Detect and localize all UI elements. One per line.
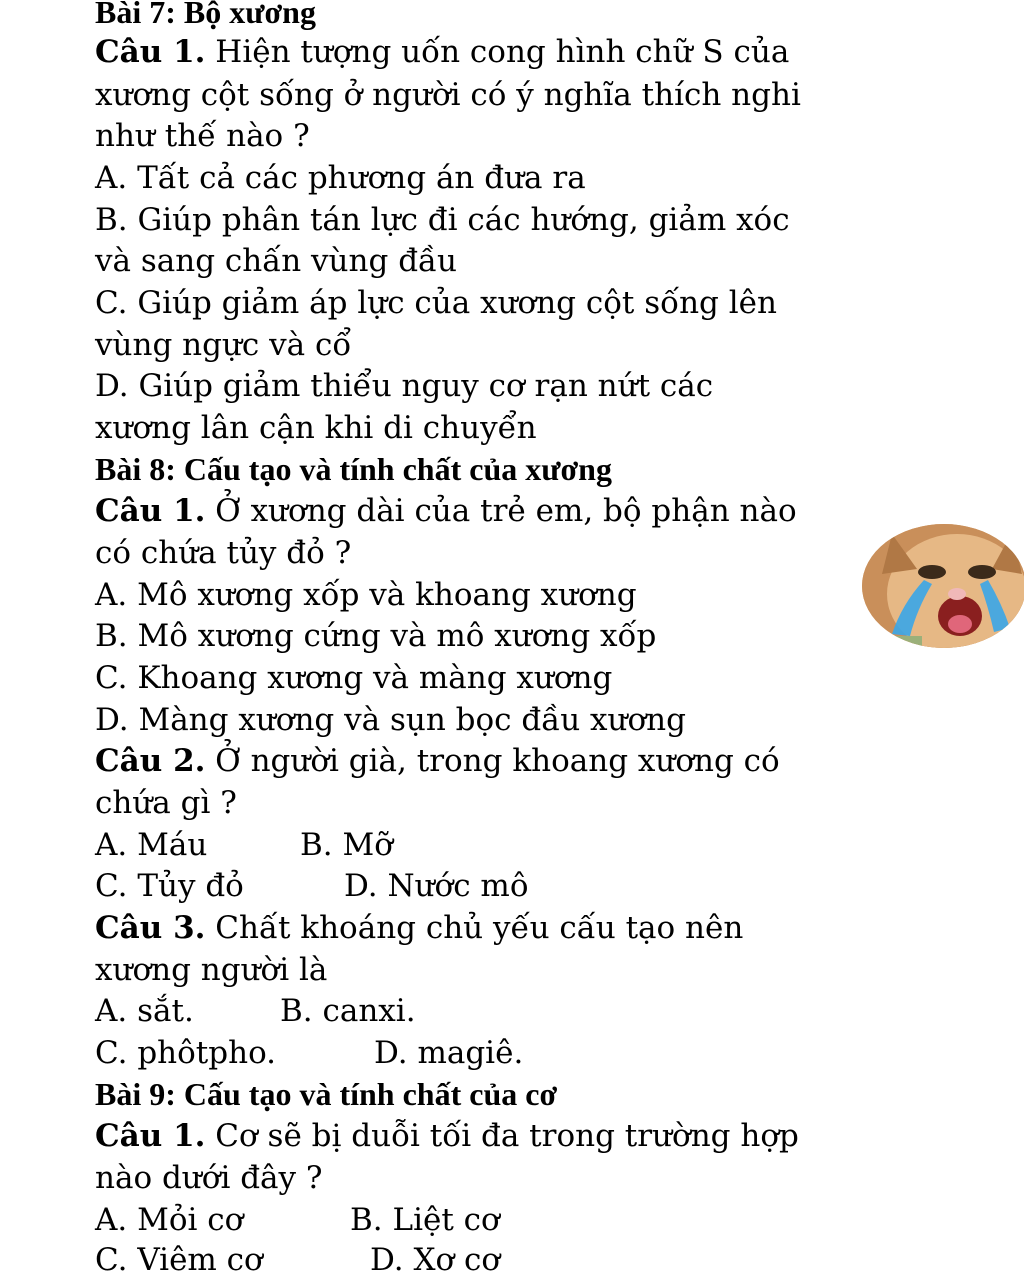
option-d-continued: xương lân cận khi di chuyển: [95, 410, 537, 446]
option-b: B. Mô xương cứng và mô xương xốp: [95, 618, 657, 654]
option-b: B. Mỡ: [300, 827, 393, 863]
option-a: A. Mỏi cơ: [95, 1202, 244, 1238]
option-b: B. canxi.: [280, 993, 416, 1029]
option-a: A. Máu: [95, 827, 208, 863]
option-d: D. Nước mô: [344, 868, 529, 904]
question-text-line: chứa gì ?: [95, 785, 237, 821]
option-c-continued: vùng ngực và cổ: [95, 327, 352, 363]
question-text-line: xương cột sống ở người có ý nghĩa thích nghi: [95, 77, 801, 113]
option-c: C. Viêm cơ: [95, 1242, 263, 1278]
lesson-7-question-1: Câu 1. Hiện tượng uốn cong hình chữ S của: [95, 34, 790, 70]
option-d: D. Giúp giảm thiểu nguy cơ rạn nứt các: [95, 368, 714, 404]
option-b: B. Liệt cơ: [350, 1202, 500, 1238]
question-text-line: nào dưới đây ?: [95, 1160, 323, 1196]
lesson-9-title: Bài 9: Cấu tạo và tính chất của cơ: [95, 1076, 558, 1112]
option-b: B. Giúp phân tán lực đi các hướng, giảm xóc: [95, 202, 790, 238]
option-a: A. Tất cả các phương án đưa ra: [95, 160, 586, 196]
question-text-line: xương người là: [95, 952, 328, 988]
lesson-8-question-3: Câu 3. Chất khoáng chủ yếu cấu tạo nên: [95, 910, 744, 946]
lesson-8-title: Bài 8: Cấu tạo và tính chất của xương: [95, 451, 612, 487]
option-c: C. Tủy đỏ: [95, 868, 244, 904]
option-a: A. sắt.: [95, 993, 194, 1029]
option-d: D. Xơ cơ: [370, 1242, 501, 1278]
lesson-9-question-1: Câu 1. Cơ sẽ bị duỗi tối đa trong trường hợp: [95, 1118, 799, 1154]
cat-face-icon: [862, 524, 1024, 648]
question-text-line: có chứa tủy đỏ ?: [95, 535, 352, 571]
option-a: A. Mô xương xốp và khoang xương: [95, 577, 637, 613]
option-d: D. Màng xương và sụn bọc đầu xương: [95, 702, 686, 738]
lesson-7-title: Bài 7: Bộ xương: [95, 0, 316, 30]
option-d: D. magiê.: [374, 1035, 524, 1071]
lesson-8-question-2: Câu 2. Ở người già, trong khoang xương có: [95, 743, 780, 779]
option-b-continued: và sang chấn vùng đầu: [95, 243, 457, 279]
option-c: C. phôtpho.: [95, 1035, 277, 1071]
question-text-line: như thế nào ?: [95, 118, 310, 154]
option-c: C. Khoang xương và màng xương: [95, 660, 613, 696]
crying-cat-avatar-icon: [862, 524, 1024, 648]
lesson-8-question-1: Câu 1. Ở xương dài của trẻ em, bộ phận nào: [95, 493, 797, 529]
option-c: C. Giúp giảm áp lực của xương cột sống lên: [95, 285, 777, 321]
